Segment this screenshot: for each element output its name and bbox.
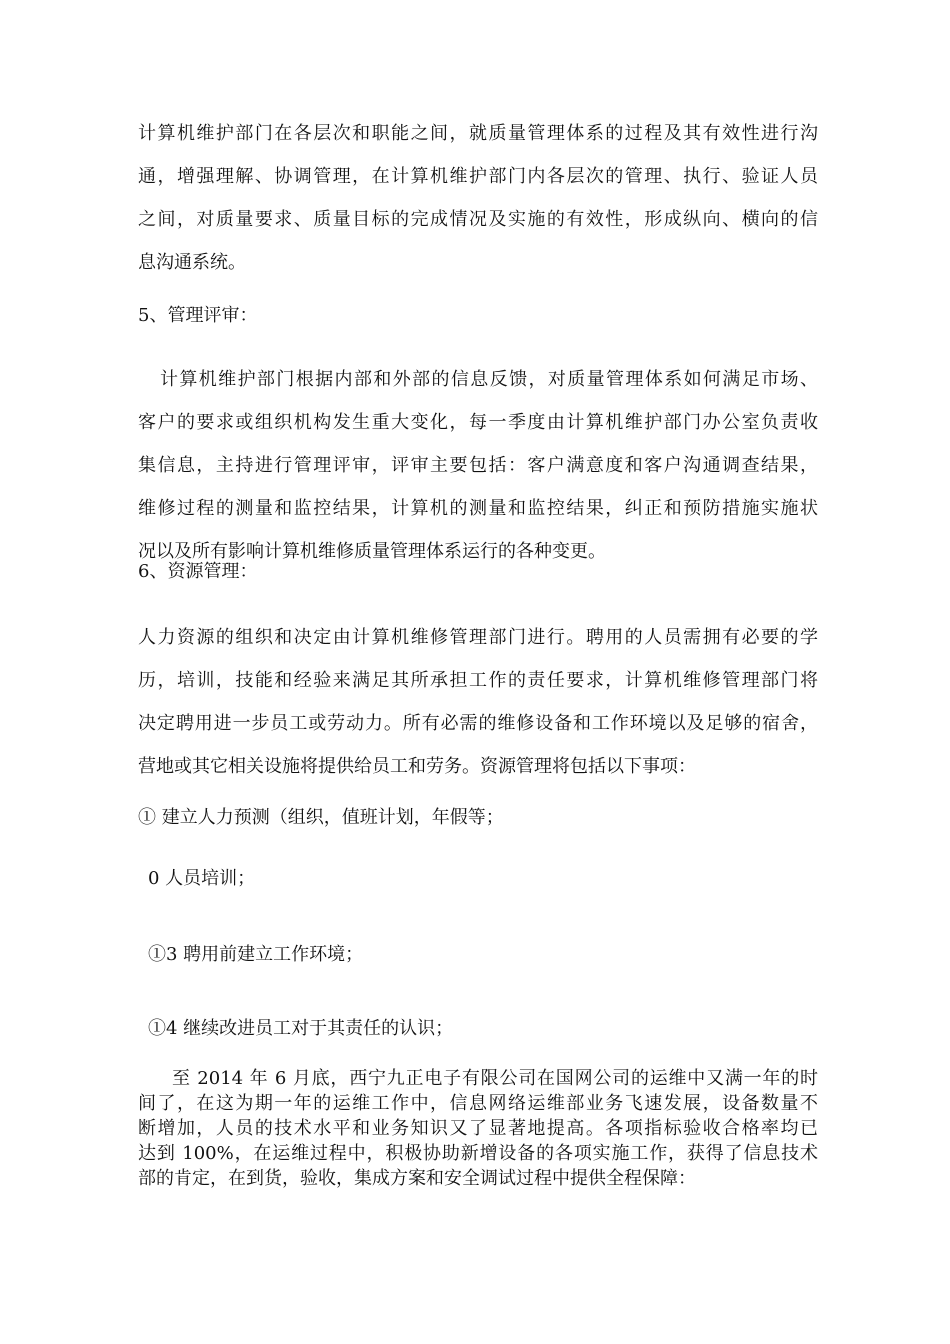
paragraph-line: 历，培训，技能和经验来满足其所承担工作的责任要求，计算机维修管理部门将: [138, 670, 818, 691]
list-item-text: ①4 继续改进员工对于其责任的认识；: [148, 1018, 454, 1039]
list-item: [138, 933, 818, 976]
paragraph-line: 达到 100%，在运维过程中，积极协助新增设备的各项实施工作，获得了信息技术: [138, 1143, 818, 1164]
paragraph-line: 况以及所有影响计算机维修质量管理体系运行的各种变更。: [138, 541, 606, 562]
section-heading-management-review: [138, 294, 818, 337]
paragraph-line: 维修过程的测量和监控结果，计算机的测量和监控结果，纠正和预防措施实施状: [138, 498, 818, 519]
heading-text: 5、管理评审：: [138, 305, 258, 326]
paragraph-communication: [138, 112, 818, 284]
paragraph-operations-summary: [138, 1066, 818, 1191]
list-item: [138, 1007, 818, 1050]
paragraph-line: 营地或其它相关设施将提供给员工和劳务。资源管理将包括以下事项：: [138, 756, 696, 777]
heading-text: 6、资源管理：: [138, 561, 258, 582]
paragraph-line: 计算机维护部门根据内部和外部的信息反馈，对质量管理体系如何满足市场、: [160, 369, 818, 390]
paragraph-line: 计算机维护部门在各层次和职能之间，就质量管理体系的过程及其有效性进行沟: [138, 123, 818, 144]
paragraph-line: 断增加，人员的技术水平和业务知识又了显著地提高。各项指标验收合格率均已: [138, 1118, 818, 1139]
paragraph-line: 人力资源的组织和决定由计算机维修管理部门进行。聘用的人员需拥有必要的学: [138, 627, 818, 648]
paragraph-resource-management: [138, 616, 818, 788]
paragraph-line: 部的肯定，在到货，验收，集成方案和安全调试过程中提供全程保障：: [138, 1168, 696, 1189]
paragraph-line: 间了，在这为期一年的运维工作中，信息网络运维部业务飞速发展，设备数量不: [138, 1093, 818, 1114]
list-item: [138, 857, 818, 900]
paragraph-line: 息沟通系统。: [138, 252, 246, 273]
paragraph-line: 至 2014 年 6 月底，西宁九正电子有限公司在国网公司的运维中又满一年的时: [172, 1068, 818, 1089]
paragraph-line: 通，增强理解、协调管理，在计算机维护部门内各层次的管理、执行、验证人员: [138, 166, 818, 187]
list-item: [138, 796, 818, 839]
list-item-text: ① 建立人力预测（组织，值班计划，年假等；: [138, 807, 504, 828]
paragraph-line: 客户的要求或组织机构发生重大变化，每一季度由计算机维护部门办公室负责收: [138, 412, 818, 433]
section-heading-resource-management: [138, 550, 818, 593]
paragraph-line: 决定聘用进一步员工或劳动力。所有必需的维修设备和工作环境以及足够的宿舍，: [138, 713, 818, 734]
list-item-text: ①3 聘用前建立工作环境；: [148, 944, 364, 965]
list-item-text: 0 人员培训；: [148, 868, 256, 889]
paragraph-line: 集信息，主持进行管理评审，评审主要包括：客户满意度和客户沟通调查结果，: [138, 455, 818, 476]
paragraph-line: 之间，对质量要求、质量目标的完成情况及实施的有效性，形成纵向、横向的信: [138, 209, 818, 230]
paragraph-management-review: [138, 358, 818, 573]
